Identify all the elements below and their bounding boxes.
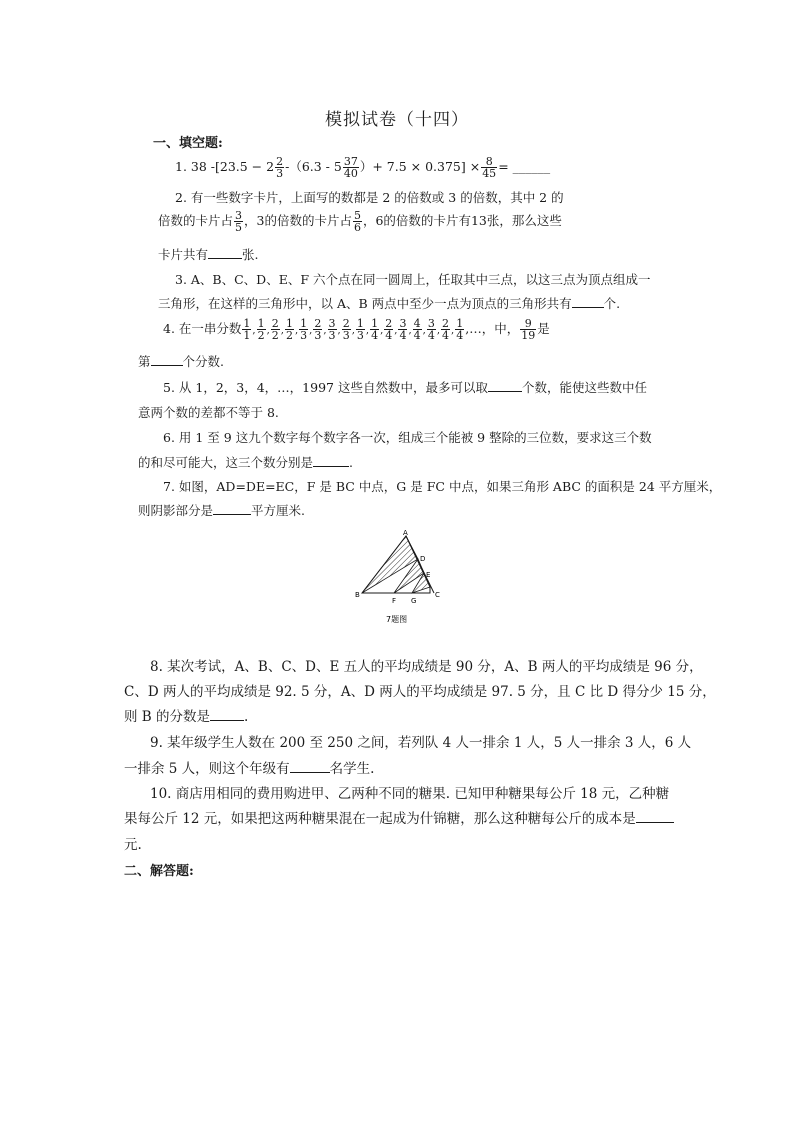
sequence-fraction: $\frac{2}{2}$	[271, 317, 279, 342]
question-9-line-2	[124, 757, 374, 777]
section-fill-in-heading: 一、填空题:	[153, 136, 223, 151]
label-c: C	[435, 591, 440, 599]
label-d: D	[420, 555, 426, 563]
sequence-fraction: $\frac{1}{3}$	[300, 317, 308, 342]
q7-text-a: 则阴影部分是	[138, 503, 214, 518]
question-7-line-1: 7. 如图，AD=DE=EC，F 是 BC 中点，G 是 FC 中点，如果三角形 ABC 的面积是 24 平方厘米，	[163, 479, 722, 494]
q2-text-b: ，3的倍数的卡片占	[244, 213, 352, 228]
question-4-line-1	[163, 318, 550, 341]
question-7-line-2	[138, 501, 305, 519]
question-9-line-1: 9. 某年级学生人数在 200 至 250 之间，若列队 4 人一排余 1 人，5 人一排余 3 人，6 人	[150, 735, 692, 751]
sequence-fraction: $\frac{1}{2}$	[285, 317, 293, 342]
question-2-line-1: 2. 有一些数字卡片，上面写的数都是 2 的倍数或 3 的倍数，其中 2 的	[175, 190, 564, 205]
label-g: G	[411, 597, 417, 605]
q1-fraction-2: $\frac{37}{40}$	[343, 155, 358, 180]
sequence-fraction: $\frac{2}{3}$	[314, 317, 322, 342]
question-4-line-2	[138, 352, 224, 370]
q5-text-b: 个数，能使这些数中任	[521, 380, 647, 395]
question-10-line-2	[124, 807, 674, 827]
label-e: E	[426, 571, 431, 579]
question-8-line-1: 8. 某次考试，A、B、C、D、E 五人的平均成绩是 90 分，A、B 两人的平均成绩是 96 分，	[150, 659, 703, 675]
question-1	[175, 156, 550, 179]
sequence-fraction: $\frac{4}{4}$	[413, 317, 421, 342]
question-10-line-3: 元.	[124, 837, 142, 853]
label-b: B	[355, 591, 360, 599]
q2-text-e: 张.	[242, 247, 259, 262]
question-6-line-2	[138, 453, 353, 471]
answer-blank[interactable]	[572, 296, 604, 308]
sequence-fraction: $\frac{1}{4}$	[371, 317, 379, 342]
question-8-line-3	[124, 705, 248, 725]
page-title: 模拟试卷（十四）	[325, 110, 469, 130]
sequence-fraction: $\frac{2}{4}$	[385, 317, 393, 342]
q1-text-c: ）+ 7.5 × 0.375] ×	[359, 159, 481, 174]
section-answer-heading: 二、解答题:	[124, 864, 194, 879]
answer-blank[interactable]	[290, 761, 330, 773]
label-a: A	[403, 529, 408, 537]
label-f: F	[392, 597, 397, 605]
question-3-line-1: 3. A、B、C、D、E、F 六个点在同一圆周上，任取其中三点，以这三点为顶点组成一	[175, 272, 651, 287]
q1-fraction-1: $\frac{2}{3}$	[276, 155, 284, 180]
q2-text-c: ，6的倍数的卡片有13张，那么这些	[362, 213, 562, 228]
figure-caption: 7题图	[386, 615, 408, 624]
question-10-line-1: 10. 商店用相同的费用购进甲、乙两种不同的糖果. 已知甲种糖果每公斤 18 元，乙种糖	[150, 786, 670, 802]
answer-blank[interactable]	[313, 455, 349, 467]
sequence-fraction: $\frac{1}{4}$	[456, 317, 464, 342]
q2-text-d: 卡片共有	[158, 247, 209, 262]
question-2-line-3	[158, 245, 259, 263]
q4-text-d: 第	[138, 354, 151, 369]
answer-blank[interactable]	[636, 811, 674, 823]
sequence-fraction: $\frac{3}{4}$	[399, 317, 407, 342]
answer-blank[interactable]	[213, 503, 251, 515]
q2-text-a: 倍数的卡片占	[158, 213, 234, 228]
q9-text-a: 一排余 5 人，则这个年级有	[124, 761, 290, 777]
q1-text-a: 1. 38 -[23.5 − 2	[175, 159, 275, 174]
q7-text-b: 平方厘米.	[251, 503, 305, 518]
question-6-line-1: 6. 用 1 至 9 这九个数字每个数字各一次，组成三个能被 9 整除的三位数，要求这三个数	[163, 430, 652, 445]
sequence-fraction: $\frac{2}{4}$	[442, 317, 450, 342]
sequence-fraction: $\frac{1}{2}$	[257, 317, 265, 342]
question-5-line-2: 意两个数的差都不等于 8.	[138, 405, 279, 420]
sequence-fraction: $\frac{2}{3}$	[342, 317, 350, 342]
q1-text-d: = ______	[498, 159, 551, 174]
q3-text-a: 三角形，在这样的三角形中，以 A、B 两点中至少一点为顶点的三角形共有	[158, 296, 572, 311]
sequence-fraction: $\frac{3}{4}$	[427, 317, 435, 342]
question-5-line-1	[163, 378, 647, 396]
q8-text-b: .	[244, 709, 249, 725]
q4-target-fraction: $\frac{9}{19}$	[521, 317, 536, 342]
sequence-fraction: $\frac{1}{3}$	[356, 317, 364, 342]
fraction-sequence: $\frac{1}{1}$ , $\frac{1}{2}$ , $\frac{2}{2}$ , $\frac{1}{2}$ , $\frac{1}{3}$ , $\frac{2}{3}$ , $\frac{3}{3}$ , $\frac{2}{3}$ , $\frac{1}{3}$ , $\frac{1}{4}$ , $\frac{2}{4}$ , $\frac{3}{4}$ , $\frac{4}{4}$ , $\frac{3}{4}$ , $\frac{2}{4}$ , $\frac{1}{4}$	[243, 317, 464, 342]
q8-text-a: 则 B 的分数是	[124, 709, 211, 725]
q6-text-a: 的和尽可能大，这三个数分别是	[138, 455, 314, 470]
answer-blank[interactable]	[151, 354, 183, 366]
answer-blank[interactable]	[210, 709, 244, 721]
q1-text-b: -（6.3 - 5	[285, 159, 342, 174]
answer-blank[interactable]	[488, 380, 522, 392]
q5-text-a: 5. 从 1，2，3，4，…，1997 这些自然数中，最多可以取	[163, 380, 488, 395]
answer-blank[interactable]	[208, 247, 242, 259]
q1-fraction-3: $\frac{8}{45}$	[482, 155, 497, 180]
question-2-line-2	[158, 210, 562, 233]
q2-fraction-2: $\frac{5}{6}$	[353, 209, 361, 234]
q4-text-a: 4. 在一串分数	[163, 321, 242, 336]
q4-text-e: 个分数.	[182, 354, 224, 369]
q3-text-b: 个.	[603, 296, 621, 311]
triangle-figure	[350, 525, 450, 630]
sequence-fraction: $\frac{1}{1}$	[243, 317, 251, 342]
q6-text-b: .	[349, 455, 353, 470]
q4-text-c: 是	[537, 321, 550, 336]
question-3-line-2	[158, 294, 620, 312]
q10-text-a: 果每公斤 12 元，如果把这两种糖果混在一起成为什锦糖，那么这种糖每公斤的成本是	[124, 811, 636, 827]
q9-text-b: 名学生.	[329, 761, 375, 777]
sequence-fraction: $\frac{3}{3}$	[328, 317, 336, 342]
q2-fraction-1: $\frac{3}{5}$	[235, 209, 243, 234]
q4-text-b: ,…，中，	[465, 321, 520, 336]
question-8-line-2: C、D 两人的平均成绩是 92. 5 分，A、D 两人的平均成绩是 97. 5 分，且 C 比 D 得分少 15 分，	[124, 684, 716, 700]
